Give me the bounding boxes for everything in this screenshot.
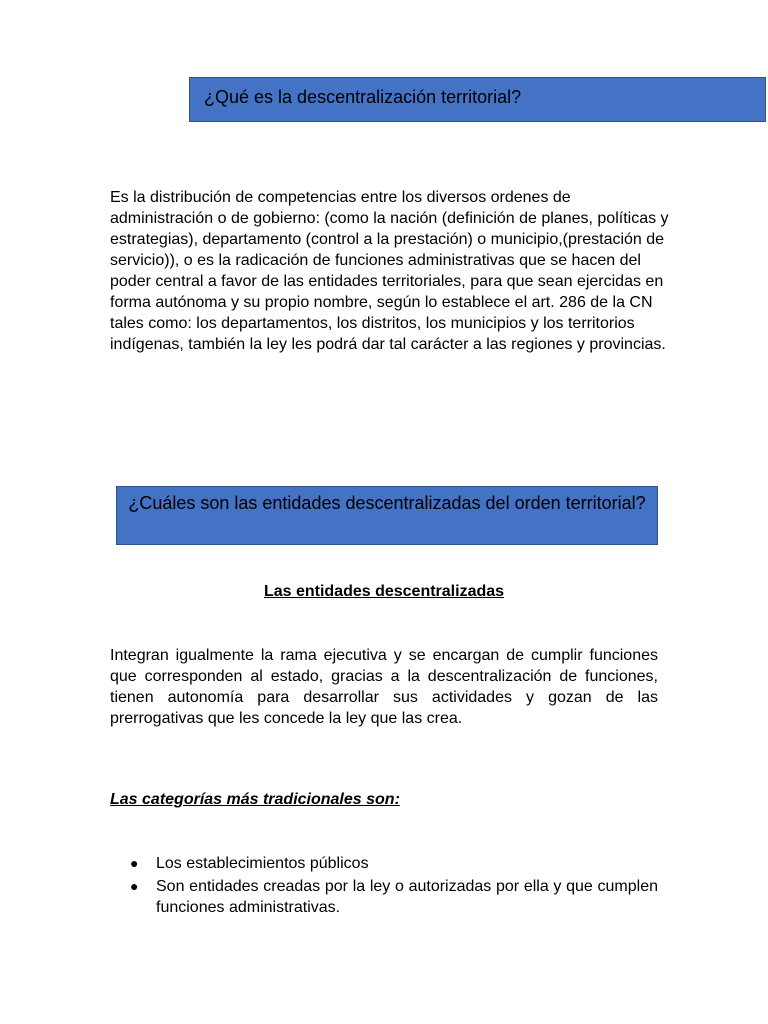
heading-box-entidades bbox=[116, 486, 658, 545]
list-item-text: Son entidades creadas por la ley o autorizadas por ella y que cumplen funciones administrativas. bbox=[156, 878, 658, 916]
entidades-subheading: Las entidades descentralizadas bbox=[263, 583, 505, 600]
list-item bbox=[130, 876, 658, 918]
entidades-paragraph: Integran igualmente la rama ejecutiva y se encargan de cumplir funciones que corresponden al estado, gracias a la descentralización de funciones, tienen autonomía para desarrollar sus actividades y gozan de las prerrogativas que les concede la ley que las crea. bbox=[110, 647, 658, 727]
bullet-icon: ● bbox=[130, 855, 139, 871]
definition-paragraph: Es la distribución de competencias entre los diversos ordenes de administración o de gobierno: (como la nación (definición de planes, políticas y estrategias), departamento (control a la prestación) o municipio,(prestación de servicio)), o es la radicación de funciones administrativas que se hacen del poder central a favor de las entidades territoriales, para que sean ejercidas en forma autónoma y su propio nombre, según lo establece el art. 286 de la CN tales como: los departamentos, los distritos, los municipios y los territorios indígenas, también la ley les podrá dar tal carácter a las regiones y provincias. bbox=[110, 189, 669, 353]
bullet-icon: ● bbox=[130, 878, 139, 894]
list-item-text: Los establecimientos públicos bbox=[156, 855, 369, 872]
categories-heading: Las categorías más tradicionales son: bbox=[110, 791, 400, 808]
heading-entidades-title: ¿Cuáles son las entidades descentralizadas del orden territorial? bbox=[128, 493, 646, 513]
categories-list bbox=[130, 853, 658, 920]
heading-descentralizacion-title: ¿Qué es la descentralización territorial? bbox=[204, 87, 522, 107]
heading-box-descentralizacion bbox=[189, 77, 766, 122]
list-item bbox=[130, 853, 658, 874]
